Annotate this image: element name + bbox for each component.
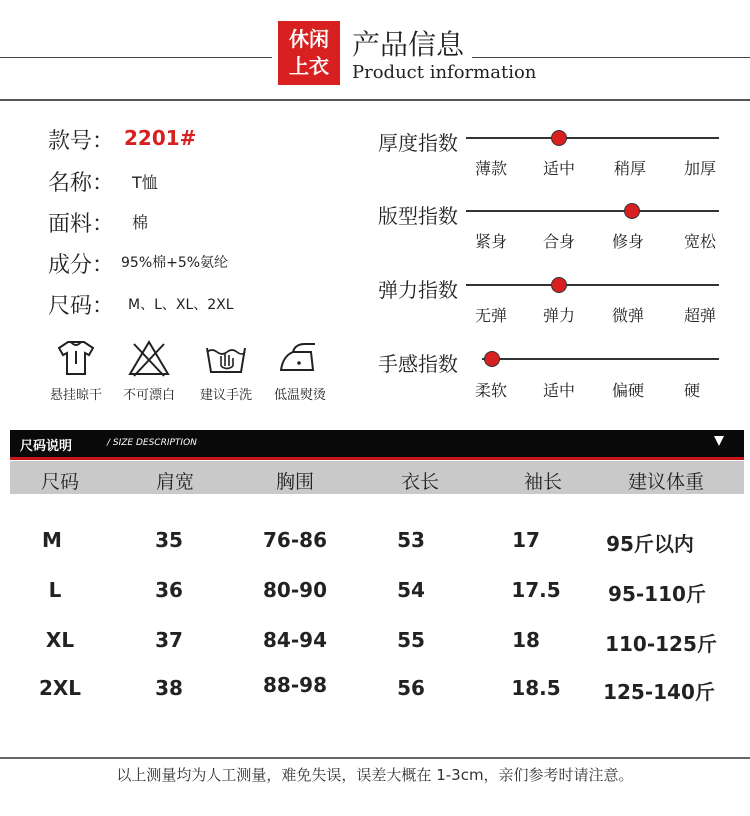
elasticity-index-line xyxy=(466,284,719,286)
elasticity-option: 超弹 xyxy=(683,306,716,325)
cell-length: 56 xyxy=(397,676,425,700)
measurement-note: 以上测量均为人工测量，难免失误，误差大概在 1-3cm，亲们参考时请注意。 xyxy=(116,766,634,784)
cell-sleeve: 18.5 xyxy=(511,676,561,700)
elasticity-index-title: 弹力指数 xyxy=(378,278,458,302)
column-header-sleeve: 袖长 xyxy=(523,471,562,493)
cell-sleeve: 17.5 xyxy=(511,578,561,602)
care-label-hand-wash: 建议手洗 xyxy=(199,388,252,403)
thickness-option: 稍厚 xyxy=(613,159,646,178)
care-label-hang-dry: 悬挂晾干 xyxy=(49,388,102,403)
column-header-length: 衣长 xyxy=(400,471,439,493)
info-label-sizes: 尺码： xyxy=(48,294,115,319)
cell-weight: 95斤以内 xyxy=(606,532,694,556)
care-label-no-bleach: 不可漂白 xyxy=(122,388,175,403)
badge-line-1: 休闲 xyxy=(289,27,329,51)
category-badge xyxy=(278,21,340,85)
hand-wash-icon xyxy=(203,338,249,378)
cell-chest: 88-98 xyxy=(263,673,327,697)
size-description-bar xyxy=(10,430,744,460)
cell-sleeve: 17 xyxy=(512,528,540,552)
cell-size: XL xyxy=(45,628,75,652)
handfeel-option: 硬 xyxy=(683,381,700,400)
size-table-header xyxy=(10,461,744,494)
column-header-chest: 胸围 xyxy=(275,471,314,493)
fit-index-title: 版型指数 xyxy=(378,204,458,228)
handfeel-option: 适中 xyxy=(542,381,575,400)
info-label-composition: 成分： xyxy=(48,253,115,278)
fit-option: 合身 xyxy=(542,232,575,251)
fit-option: 紧身 xyxy=(474,232,507,251)
cell-shoulder: 36 xyxy=(155,578,183,602)
handfeel-option: 偏硬 xyxy=(611,381,644,400)
size-description-title: 尺码说明 xyxy=(20,439,73,454)
no-bleach-icon xyxy=(126,338,172,378)
thickness-option: 适中 xyxy=(542,159,575,178)
column-header-size: 尺码 xyxy=(40,471,79,493)
cell-chest: 80-90 xyxy=(263,578,327,602)
badge-line-2: 上衣 xyxy=(289,54,329,78)
cell-size: L xyxy=(48,578,62,602)
cell-shoulder: 38 xyxy=(155,676,183,700)
handfeel-index-marker xyxy=(484,351,500,367)
cell-shoulder: 37 xyxy=(155,628,183,652)
handfeel-index-line xyxy=(482,358,719,360)
hang-dry-icon xyxy=(53,338,99,378)
cell-shoulder: 35 xyxy=(155,528,183,552)
thickness-index-title: 厚度指数 xyxy=(378,131,458,155)
thickness-index-marker xyxy=(551,130,567,146)
column-header-weight: 建议体重 xyxy=(627,471,704,493)
cell-weight: 125-140斤 xyxy=(603,680,715,704)
page-title: 产品信息 xyxy=(352,28,465,61)
elasticity-option: 无弹 xyxy=(474,306,507,325)
cell-length: 54 xyxy=(397,578,425,602)
column-header-shoulder: 肩宽 xyxy=(155,471,194,493)
info-value-style-no: 2201# xyxy=(124,126,197,150)
header-rule-right xyxy=(472,57,750,58)
info-value-composition: 95%棉+5%氨纶 xyxy=(121,255,229,271)
handfeel-option: 柔软 xyxy=(474,381,507,400)
cell-size: 2XL xyxy=(38,676,82,700)
header-divider xyxy=(0,99,750,101)
header-rule-left xyxy=(0,57,272,58)
elasticity-option: 弹力 xyxy=(542,306,575,325)
elasticity-option: 微弹 xyxy=(611,306,644,325)
info-label-style-no: 款号： xyxy=(48,129,115,154)
cell-length: 55 xyxy=(397,628,425,652)
cell-size: M xyxy=(42,528,62,552)
cell-sleeve: 18 xyxy=(512,628,540,652)
low-iron-icon xyxy=(277,338,323,378)
handfeel-index-title: 手感指数 xyxy=(378,352,458,376)
fit-option: 宽松 xyxy=(683,232,716,251)
thickness-option: 加厚 xyxy=(683,159,716,178)
footer-divider xyxy=(0,757,750,759)
fit-index-marker xyxy=(624,203,640,219)
thickness-index-line xyxy=(466,137,719,139)
cell-weight: 95-110斤 xyxy=(608,582,706,606)
fit-index-line xyxy=(466,210,719,212)
info-value-name: T恤 xyxy=(132,173,158,192)
cell-length: 53 xyxy=(397,528,425,552)
cell-chest: 84-94 xyxy=(263,628,327,652)
info-value-sizes: M、L、XL、2XL xyxy=(128,297,234,313)
cell-weight: 110-125斤 xyxy=(605,632,717,656)
info-value-fabric: 棉 xyxy=(132,213,149,232)
care-label-low-iron: 低温熨烫 xyxy=(273,388,326,403)
info-label-name: 名称： xyxy=(48,171,115,196)
info-label-fabric: 面料： xyxy=(48,212,115,237)
thickness-option: 薄款 xyxy=(474,159,507,178)
page-subtitle: Product information xyxy=(352,62,537,83)
size-description-subtitle: / SIZE DESCRIPTION xyxy=(107,438,197,448)
cell-chest: 76-86 xyxy=(263,528,327,552)
triangle-down-icon xyxy=(714,436,724,446)
elasticity-index-marker xyxy=(551,277,567,293)
fit-option: 修身 xyxy=(611,232,644,251)
